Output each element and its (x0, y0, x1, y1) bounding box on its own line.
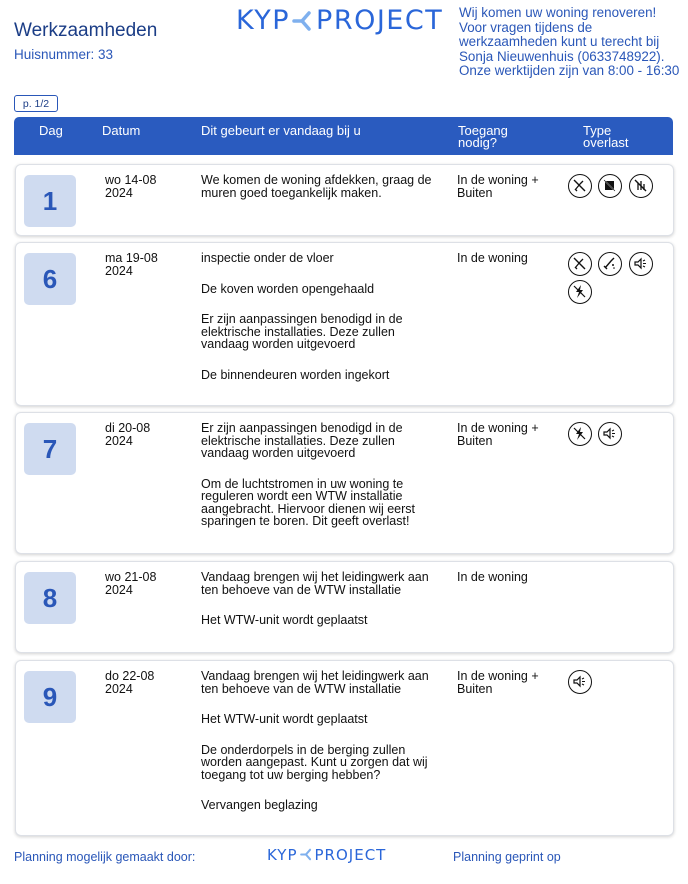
activity-text: Er zijn aanpassingen benodigd in de elektrische installaties. Deze zullen vandaag worden uitgevoerd (201, 312, 403, 351)
nuisance-icons (568, 252, 668, 308)
power-outage-icon (568, 280, 592, 304)
access-cell: In de woning + Buiten (457, 421, 539, 448)
date-line: di 20-08 (105, 421, 151, 435)
header-activities: Dit gebeurt er vandaag bij u (201, 123, 361, 138)
activity-text: Er zijn aanpassingen benodigd in de elektrische installaties. Deze zullen vandaag worden uitgevoerd (201, 421, 403, 460)
header-nuisance-line2: overlast (583, 135, 629, 150)
date-cell (105, 422, 185, 447)
dust-icon (598, 252, 622, 276)
date-line: wo 14-08 (105, 173, 157, 187)
header-date: Datum (102, 123, 141, 138)
header-access-line2: nodig? (458, 135, 498, 150)
no-dust-icon (568, 174, 592, 198)
date-cell (105, 174, 185, 199)
day-number: 8 (24, 572, 76, 624)
table-row (15, 242, 674, 406)
header-access-line1: Toegang (458, 123, 508, 138)
header-nuisance-line1: Type (583, 123, 612, 138)
table-header (14, 117, 673, 155)
activities-cell (201, 422, 441, 546)
header-day: Dag (39, 123, 63, 138)
activities-cell (201, 174, 441, 217)
activities-cell (201, 252, 441, 399)
date-cell (105, 670, 185, 695)
day-number: 6 (24, 253, 76, 305)
power-outage-icon (568, 422, 592, 446)
date-line: ma 19-08 (105, 251, 158, 265)
no-radiator-icon (598, 174, 622, 198)
footer-logo (267, 846, 386, 864)
activity-text: De onderdorpels in de berging zullen worden aangepast. Kunt u zorgen dat wij toegang tot uw berging hebben? (201, 742, 428, 782)
year-line: 2024 (105, 681, 133, 696)
activities-cell (201, 670, 441, 830)
year-line: 2024 (105, 185, 133, 200)
date-cell (105, 571, 185, 596)
nuisance-icons (568, 174, 668, 202)
noise-icon (598, 422, 622, 446)
footer-logo-right: PROJECT (314, 846, 387, 864)
table-row (15, 660, 674, 836)
footer-logo-left: KYP (267, 846, 298, 864)
activity-text: Vervangen beglazing (201, 798, 318, 812)
logo-text-left: KYP (236, 5, 291, 36)
access-cell: In de woning + Buiten (457, 173, 539, 200)
page-indicator: p. 1/2 (14, 95, 58, 112)
activity-text: Het WTW-unit wordt geplaatst (201, 613, 368, 627)
year-line: 2024 (105, 263, 133, 278)
day-number: 7 (24, 423, 76, 475)
date-line: do 22-08 (105, 669, 155, 683)
table-row (15, 164, 674, 236)
nuisance-icons (568, 422, 668, 450)
access-cell: In de woning (457, 570, 528, 584)
activities-cell (201, 571, 441, 645)
date-line: wo 21-08 (105, 570, 157, 584)
logo-mark-icon (292, 10, 314, 32)
logo-mark-icon (300, 848, 313, 861)
page-title: Werkzaamheden (14, 20, 158, 41)
activity-text: Het WTW-unit wordt geplaatst (201, 712, 368, 726)
year-line: 2024 (105, 582, 133, 597)
noise-icon (629, 252, 653, 276)
activity-text: Vandaag brengen wij het leidingwerk aan ten behoeve van de WTW installatie (201, 669, 429, 696)
access-cell: In de woning + Buiten (457, 669, 539, 696)
footer-credit: Planning mogelijk gemaakt door: (14, 850, 196, 864)
kyp-project-logo (236, 5, 443, 36)
year-line: 2024 (105, 433, 133, 448)
footer-printed: Planning geprint op (453, 850, 561, 864)
date-cell (105, 252, 185, 277)
day-number: 1 (24, 175, 76, 227)
table-row (15, 412, 674, 554)
logo-text-right: PROJECT (316, 5, 444, 36)
access-cell: In de woning (457, 251, 528, 265)
info-text: Wij komen uw woning renoveren! Voor vragen tijdens de werkzaamheden kunt u terecht bij Sonja Nieuwenhuis (0633748922). Onze werktijden zijn van 8:00 - 16:30 (459, 5, 680, 79)
activity-text: De binnendeuren worden ingekort (201, 367, 390, 382)
house-number: Huisnummer: 33 (14, 47, 114, 62)
day-number: 9 (24, 671, 76, 723)
no-dust-icon (568, 252, 592, 276)
activity-text: De koven worden opengehaald (201, 281, 375, 296)
activity-text: We komen de woning afdekken, graag de muren goed toegankelijk maken. (201, 173, 432, 200)
nuisance-icons (568, 670, 668, 698)
activity-text: Vandaag brengen wij het leidingwerk aan ten behoeve van de WTW installatie (201, 570, 429, 597)
table-row (15, 561, 674, 653)
activity-text: inspectie onder de vloer (201, 251, 334, 265)
noise-icon (568, 670, 592, 694)
activity-text: Om de luchtstromen in uw woning te reguleren wordt een WTW installatie aangebracht. Hiervoor dienen wij eerst sparingen te boren. Dit geeft overlast! (201, 476, 416, 528)
no-heating-icon (629, 174, 653, 198)
